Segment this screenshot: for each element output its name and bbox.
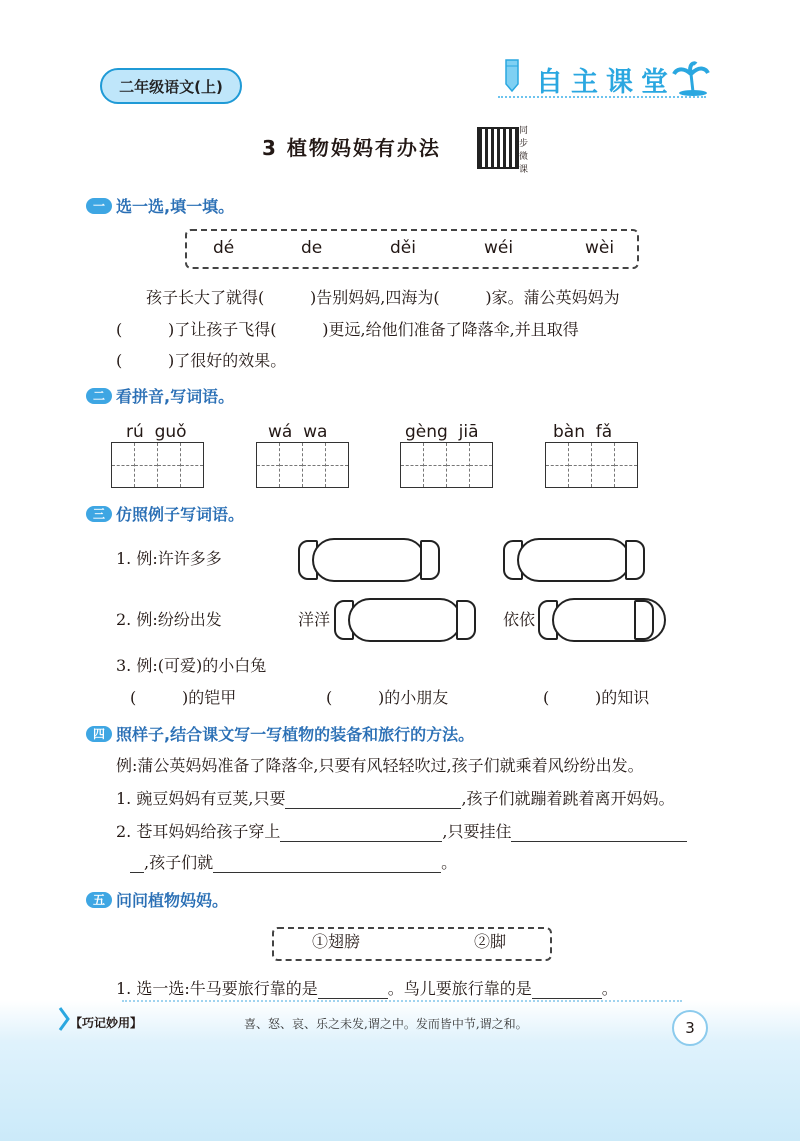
section-number: 四 xyxy=(86,726,112,742)
section-4-header xyxy=(86,722,474,745)
choice-option: ①翅膀 xyxy=(312,932,361,951)
word-pinyin: gèng jiā xyxy=(405,422,479,442)
section-2-header xyxy=(86,384,234,407)
candy-answer-box[interactable] xyxy=(348,598,462,642)
section-title: 照样子,结合课文写一写植物的装备和旅行的方法。 xyxy=(116,725,475,744)
answer-line[interactable] xyxy=(532,980,602,999)
question-text: 2. 苍耳妈妈给孩子穿上 xyxy=(116,822,281,841)
writing-grid[interactable] xyxy=(111,442,204,488)
pinyin-option: dé xyxy=(213,238,235,258)
question-text: 。 xyxy=(441,853,458,872)
pinyin-option: děi xyxy=(390,238,416,258)
word-pinyin: bàn fǎ xyxy=(553,422,613,442)
section-number: 一 xyxy=(86,198,112,214)
example-1: 1. 例:许许多多 xyxy=(116,549,222,568)
lesson-title: 3 植物妈妈有办法 xyxy=(262,136,441,160)
pencil-icon xyxy=(500,58,522,92)
question-text: 。 xyxy=(601,979,618,998)
answer-line[interactable] xyxy=(280,823,442,842)
footer-quote: 喜、怒、哀、乐之未发,谓之中。发而皆中节,谓之和。 xyxy=(244,1017,528,1031)
section-1-header xyxy=(86,194,234,217)
answer-line[interactable] xyxy=(213,854,441,873)
blank-phrase[interactable]: ( )的铠甲 xyxy=(130,688,237,707)
section-number: 五 xyxy=(86,892,112,908)
section-3-header xyxy=(86,502,244,525)
fill-line: ( )了很好的效果。 xyxy=(116,351,287,370)
header-divider xyxy=(498,96,706,98)
pinyin-option: wéi xyxy=(484,238,514,258)
section-5-header xyxy=(86,888,228,911)
answer-line[interactable] xyxy=(285,790,461,809)
candy-wrapper xyxy=(625,540,645,580)
chevron-right-icon xyxy=(58,1006,70,1036)
fill-line: ( )了让孩子飞得( )更远,给他们准备了降落伞,并且取得 xyxy=(116,320,579,339)
question-text: 1. 选一选:牛马要旅行靠的是 xyxy=(116,979,318,998)
question-5-1 xyxy=(116,979,618,999)
page-number: 3 xyxy=(672,1010,708,1046)
choice-option: ②脚 xyxy=(474,932,507,951)
writing-grid[interactable] xyxy=(400,442,493,488)
section-number: 二 xyxy=(86,388,112,404)
footer-divider xyxy=(122,1000,682,1002)
candy-answer-box[interactable] xyxy=(312,538,426,582)
section-number: 三 xyxy=(86,506,112,522)
word-pinyin: wá wa xyxy=(268,422,328,442)
candy-wrapper xyxy=(634,600,654,640)
candy-wrapper xyxy=(456,600,476,640)
answer-line[interactable] xyxy=(511,823,687,842)
section-title: 问问植物妈妈。 xyxy=(116,891,229,910)
grade-badge: 二年级语文(上) xyxy=(100,68,242,104)
section-title: 仿照例子写词语。 xyxy=(116,505,245,524)
qr-code-icon[interactable] xyxy=(477,127,519,169)
question-text: 1. 豌豆妈妈有豆荚,只要 xyxy=(116,789,286,808)
example-2: 2. 例:纷纷出发 xyxy=(116,610,222,629)
pinyin-option: de xyxy=(301,238,323,258)
candy-answer-box[interactable] xyxy=(517,538,631,582)
answer-line[interactable] xyxy=(318,980,388,999)
question-text: ,孩子们就蹦着跳着离开妈妈。 xyxy=(461,789,675,808)
section-title: 看拼音,写词语。 xyxy=(116,387,235,406)
blank-phrase[interactable]: ( )的知识 xyxy=(543,688,650,707)
writing-grid[interactable] xyxy=(256,442,349,488)
brand-title: 自主课堂 xyxy=(536,67,676,98)
question-text: ,孩子们就 xyxy=(144,853,214,872)
footer-tag: 【巧记妙用】 xyxy=(70,1016,143,1030)
example-2-word: 依依 xyxy=(503,610,536,629)
question-2 xyxy=(116,822,687,842)
word-pinyin: rú guǒ xyxy=(126,422,187,442)
example-sentence: 例:蒲公英妈妈准备了降落伞,只要有风轻轻吹过,孩子们就乘着风纷纷出发。 xyxy=(116,756,644,775)
example-3: 3. 例:(可爱)的小白兔 xyxy=(116,656,267,675)
writing-grid[interactable] xyxy=(545,442,638,488)
question-1 xyxy=(116,789,675,809)
question-2-cont xyxy=(130,853,457,873)
qr-caption: 同步微课 xyxy=(519,126,529,175)
palm-tree-icon xyxy=(672,60,710,96)
blank-phrase[interactable]: ( )的小朋友 xyxy=(326,688,449,707)
answer-line[interactable] xyxy=(130,854,144,873)
section-title: 选一选,填一填。 xyxy=(116,197,235,216)
question-text: ,只要挂住 xyxy=(442,822,512,841)
fill-line: 孩子长大了就得( )告别妈妈,四海为( )家。蒲公英妈妈为 xyxy=(146,288,620,307)
question-text: 。鸟儿要旅行靠的是 xyxy=(387,979,532,998)
pinyin-option: wèi xyxy=(585,238,615,258)
candy-wrapper xyxy=(420,540,440,580)
example-2-word: 洋洋 xyxy=(298,610,331,629)
